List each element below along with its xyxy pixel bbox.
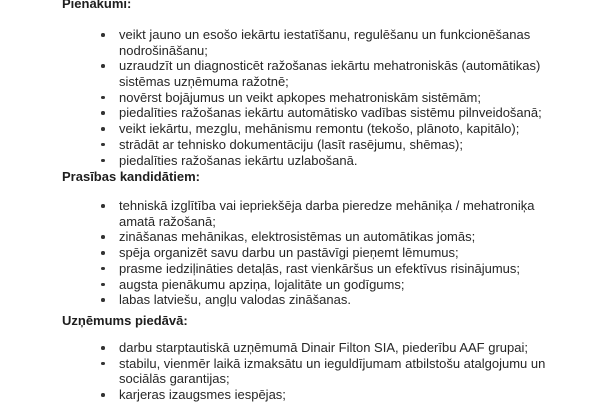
list-item-text: zināšanas mehānikas, elektrosistēmas un automātikas jomās;: [119, 229, 476, 245]
list-item-text: piedalīties ražošanas iekārtu uzlabošanā.: [119, 152, 358, 168]
section-heading-company-offers: Uzņēmums piedāvā:: [62, 313, 188, 328]
bullet-icon: [101, 283, 105, 287]
list-item: [0, 137, 549, 153]
bullet-icon: [101, 267, 105, 271]
list-item-text: uzraudzīt un diagnosticēt ražošanas iekārtu mehatroniskās (automātikas) sistēmas uzņēmuma ražotnē;: [119, 58, 541, 89]
bullet-icon: [101, 346, 105, 350]
bullet-icon: [101, 251, 105, 255]
bullet-icon: [101, 64, 105, 68]
list-item-text: strādāt ar tehnisko dokumentāciju (lasīt rasējumu, shēmas);: [119, 136, 463, 152]
list-item: [0, 277, 549, 293]
list-item-text: spēja organizēt savu darbu un pastāvīgi pieņemt lēmumus;: [119, 245, 459, 261]
list-item-text: veikt jauno un esošo iekārtu iestatīšanu, regulēšanu un funkcionēšanas nodrošināšanu;: [119, 27, 531, 58]
list-item-text: darbu starptautiskā uzņēmumā Dinair Filton SIA, piederību AAF grupai;: [119, 340, 528, 355]
bullet-icon: [101, 159, 105, 163]
bullet-icon: [101, 96, 105, 100]
list-item: [0, 387, 549, 403]
list-item-text: labas latviešu, angļu valodas zināšanas.: [119, 292, 351, 308]
list-item: [0, 105, 549, 121]
list-item-text: tehniskā izglītība vai iepriekšēja darba pieredze mehāniķa / mehatroniķa amatā ražošanā;: [119, 198, 535, 229]
list-item-text: piedalīties ražošanas iekārtu automātisko vadības sistēmu pilnveidošanā;: [119, 105, 542, 121]
bullet-icon: [101, 235, 105, 239]
duties-list: [0, 27, 600, 169]
list-item-text: stabilu, vienmēr laikā izmaksātu un ieguldījumam atbilstošu atalgojumu un sociālās garantijas;: [119, 355, 546, 387]
bullet-icon: [101, 33, 105, 37]
list-item: [0, 27, 549, 58]
bullet-icon: [101, 362, 105, 366]
bullet-icon: [101, 111, 105, 115]
list-item-text: augsta pienākumu apziņa, lojalitāte un godīgums;: [119, 276, 405, 292]
list-item: [0, 153, 549, 169]
requirements-list: [0, 198, 600, 308]
bullet-icon: [101, 127, 105, 131]
list-item-text: prasme iedziļināties detaļās, rast vienkāršus un efektīvus risinājumus;: [119, 260, 521, 276]
section-heading-requirements: Prasības kandidātiem:: [62, 169, 200, 184]
list-item: [0, 245, 549, 261]
list-item: [0, 292, 549, 308]
list-item: [0, 261, 549, 277]
list-item-text: novērst bojājumus un veikt apkopes mehatroniskām sistēmām;: [119, 89, 481, 105]
list-item: [0, 356, 549, 387]
list-item-text: karjeras izaugsmes iespējas;: [119, 387, 286, 403]
list-item: [0, 229, 549, 245]
section-heading-duties: Pienākumi:: [62, 0, 132, 11]
bullet-icon: [101, 143, 105, 147]
bullet-icon: [101, 393, 105, 397]
bullet-icon: [101, 298, 105, 302]
list-item: [0, 340, 549, 356]
list-item-text: veikt iekārtu, mezglu, mehānismu remontu (tekošo, plānoto, kapitālo);: [119, 121, 520, 137]
list-item: [0, 198, 549, 229]
bullet-icon: [101, 204, 105, 208]
offers-list: [0, 340, 600, 403]
list-item: [0, 121, 549, 137]
list-item: [0, 90, 549, 106]
list-item: [0, 58, 549, 89]
